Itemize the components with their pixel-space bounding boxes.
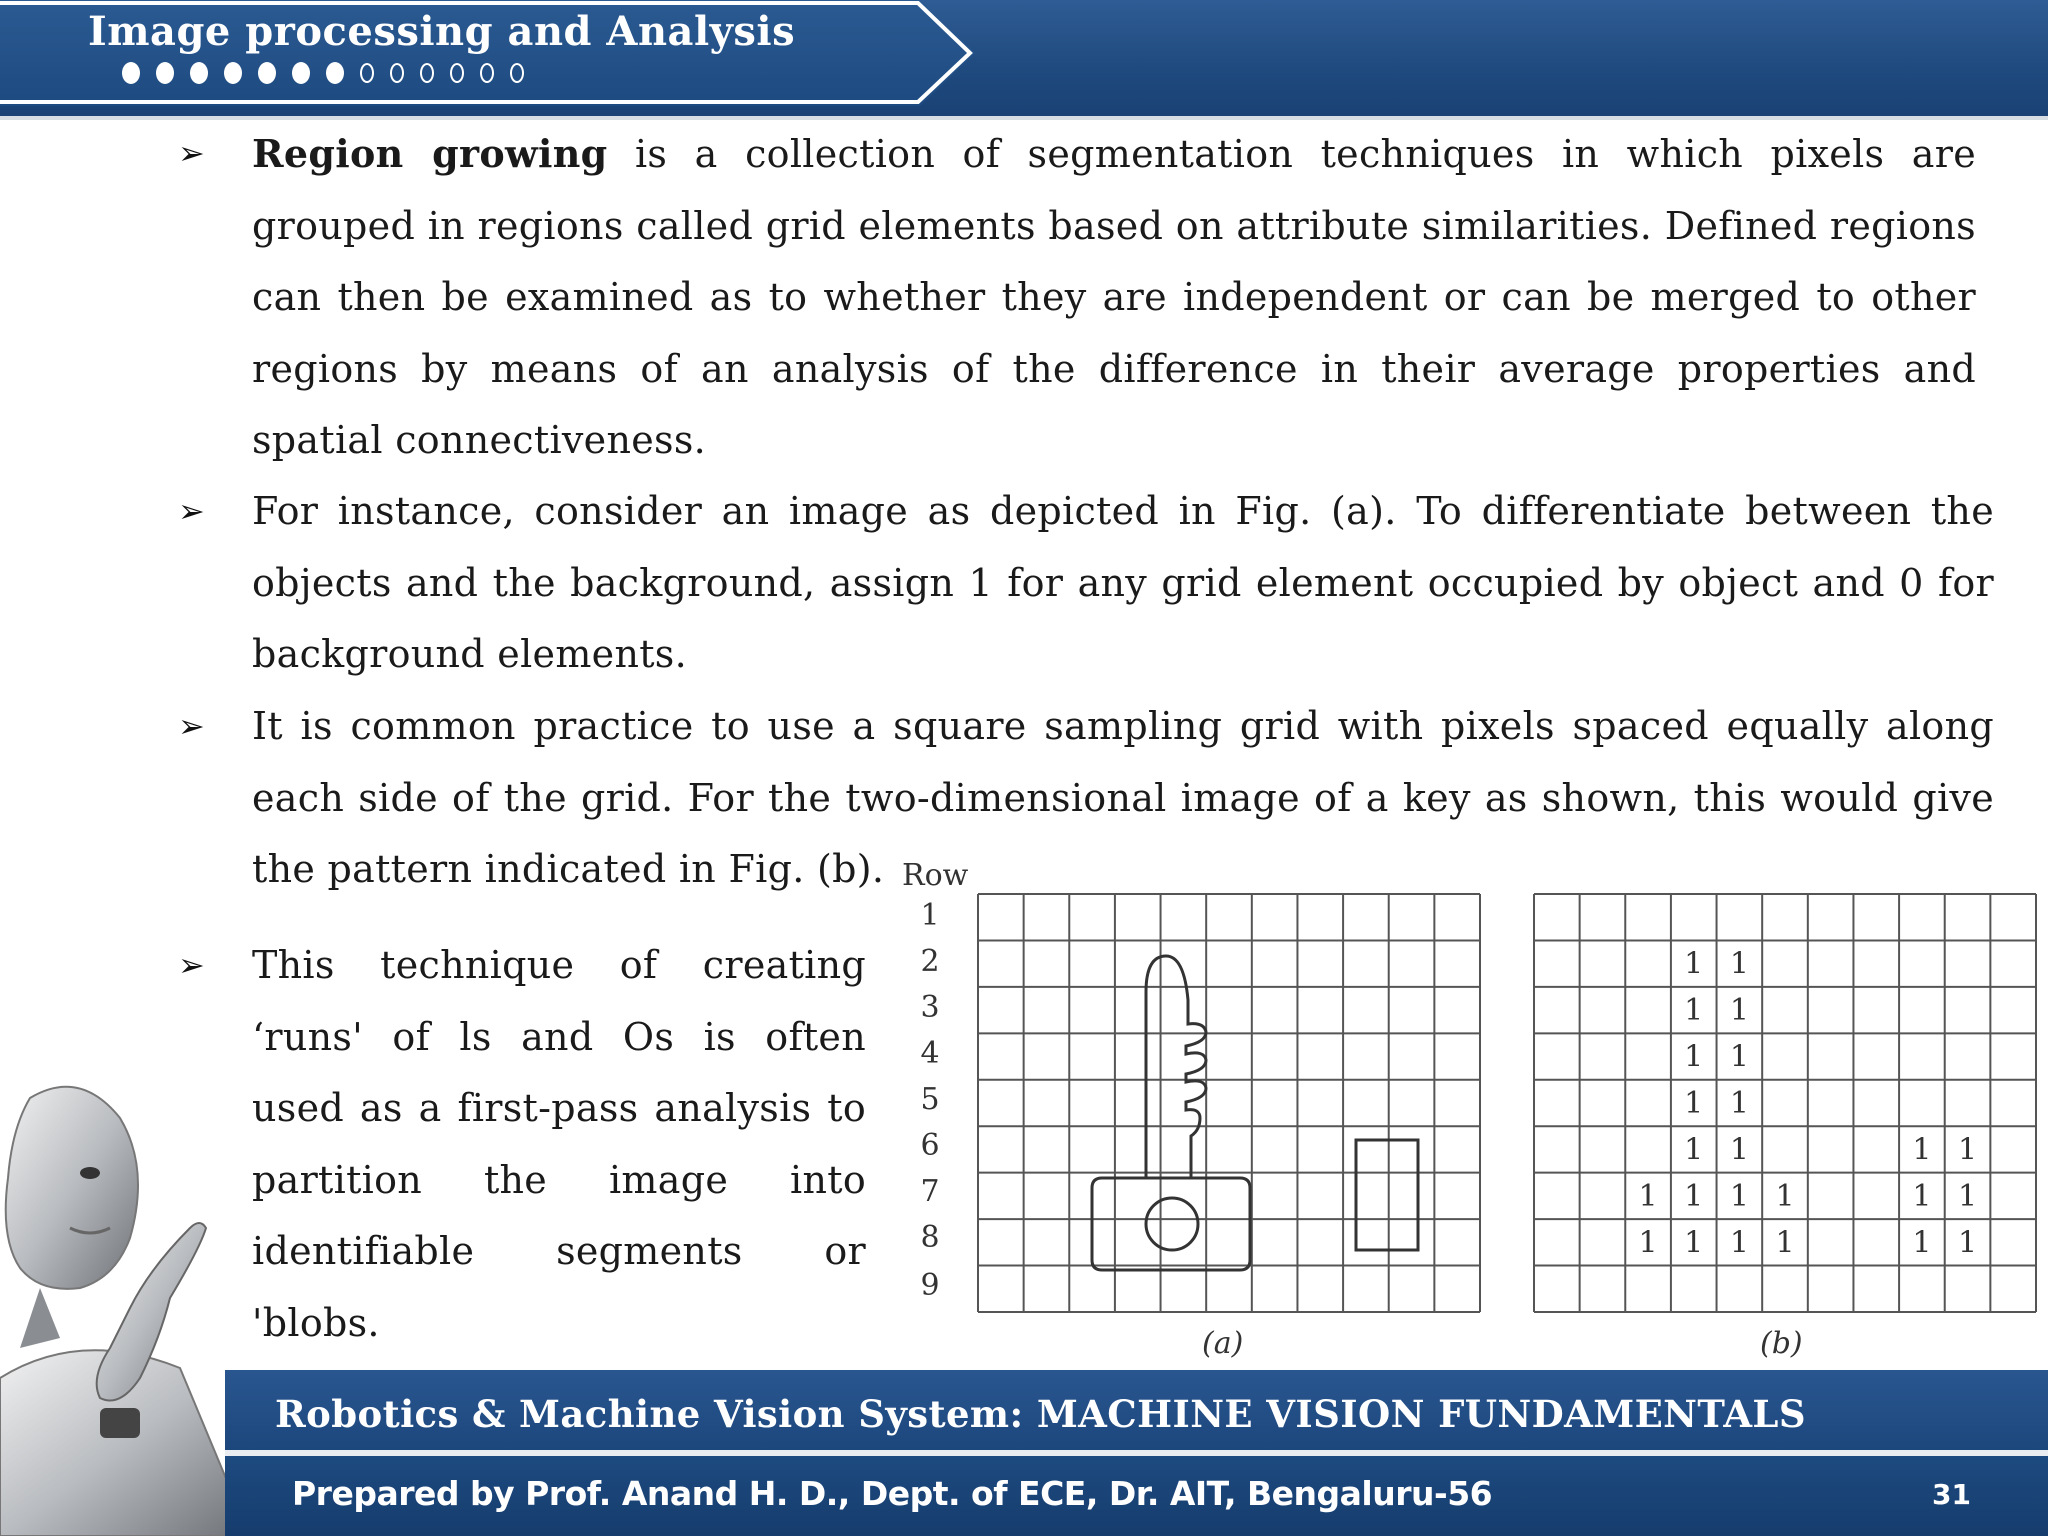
grid-cell-one: 1 bbox=[1684, 1178, 1704, 1214]
row-number: 2 bbox=[920, 944, 940, 979]
grid-cell-one: 1 bbox=[1729, 1132, 1749, 1168]
grid-cell-one: 1 bbox=[1638, 1225, 1658, 1261]
grid-b-binary-pattern bbox=[1532, 892, 2038, 1314]
progress-dot-empty bbox=[450, 63, 464, 83]
paragraph-text: For instance, consider an image as depicted in Fig. (a). To differentiate between the objects and the background, assign 1 for any grid element occupied by object and 0 for background elements. bbox=[252, 489, 1994, 677]
grid-cell-one: 1 bbox=[1775, 1178, 1795, 1214]
row-number: 1 bbox=[920, 898, 940, 933]
grid-cell-one: 1 bbox=[1912, 1225, 1932, 1261]
progress-dot-empty bbox=[510, 63, 524, 83]
paragraph-text: It is common practice to use a square sampling grid with pixels spaced equally along each side of the grid. For the two-dimensional image of a key as shown, this would give the pattern indicated in Fig. (b). bbox=[252, 704, 1994, 892]
row-number: 9 bbox=[920, 1268, 940, 1303]
progress-dot-filled bbox=[122, 62, 140, 84]
paragraph-text: is a collection of segmentation techniques in which pixels are grouped in regions called grid elements based on attribute similarities. Defined regions can then be examined as to whether they are independent or can be merged to other regions by means of an analysis of the difference in their average properties and spatial connectiveness. bbox=[252, 132, 1977, 463]
grid-cell-one: 1 bbox=[1729, 1178, 1749, 1214]
course-title: Robotics & Machine Vision System: MACHINE VISION FUNDAMENTALS bbox=[275, 1392, 1806, 1436]
key-grid-figure bbox=[880, 848, 2040, 1368]
grid-cell-one: 1 bbox=[1912, 1132, 1932, 1168]
bullet-arrow-icon: ➢ bbox=[178, 707, 205, 745]
grid-cell-one: 1 bbox=[1729, 1225, 1749, 1261]
paragraph-region-growing bbox=[252, 118, 1976, 477]
row-axis-label: Row bbox=[902, 858, 969, 893]
grid-cell-one: 1 bbox=[1775, 1225, 1795, 1261]
progress-dot-empty bbox=[420, 63, 434, 83]
progress-dot-empty bbox=[390, 63, 404, 83]
figure-caption-b: (b) bbox=[1760, 1326, 1803, 1361]
grid-cell-one: 1 bbox=[1729, 1086, 1749, 1121]
progress-dot-filled bbox=[258, 62, 276, 84]
grid-cell-one: 1 bbox=[1729, 993, 1749, 1029]
robot-illustration bbox=[0, 1078, 250, 1536]
grid-cell-one: 1 bbox=[1729, 946, 1749, 982]
figure-caption-a: (a) bbox=[1202, 1326, 1244, 1361]
paragraph-runs-technique bbox=[252, 930, 866, 1360]
row-number: 7 bbox=[920, 1174, 940, 1209]
grid-cell-one: 1 bbox=[1684, 1086, 1704, 1121]
grid-cell-one: 1 bbox=[1684, 946, 1704, 982]
bullet-arrow-icon: ➢ bbox=[178, 492, 205, 530]
author-credit: Prepared by Prof. Anand H. D., Dept. of ECE, Dr. AIT, Bengaluru-56 bbox=[292, 1474, 1493, 1513]
grid-cell-one: 1 bbox=[1684, 1225, 1704, 1261]
progress-dots bbox=[122, 62, 524, 84]
progress-dot-filled bbox=[224, 62, 242, 84]
grid-cell-one: 1 bbox=[1957, 1132, 1978, 1168]
progress-dot-filled bbox=[156, 62, 174, 84]
grid-cell-one: 1 bbox=[1957, 1225, 1978, 1261]
progress-dot-filled bbox=[190, 62, 208, 84]
row-number: 5 bbox=[920, 1082, 940, 1117]
bullet-arrow-icon: ➢ bbox=[178, 134, 205, 172]
slide-title: Image processing and Analysis bbox=[88, 8, 796, 55]
grid-cell-one: 1 bbox=[1912, 1178, 1932, 1214]
grid-cell-one: 1 bbox=[1684, 993, 1704, 1029]
progress-dot-filled bbox=[326, 62, 344, 84]
grid-cell-one: 1 bbox=[1957, 1178, 1978, 1214]
paragraph-instance bbox=[252, 476, 1994, 691]
grid-cell-one: 1 bbox=[1684, 1039, 1704, 1075]
term-region-growing: Region growing bbox=[252, 131, 608, 176]
row-number: 3 bbox=[920, 990, 940, 1025]
page-number: 31 bbox=[1932, 1478, 1971, 1511]
rectangle-object bbox=[1356, 1140, 1418, 1250]
row-number: 8 bbox=[920, 1220, 940, 1255]
progress-dot-filled bbox=[292, 62, 310, 84]
grid-cell-one: 1 bbox=[1684, 1132, 1704, 1168]
grid-cell-one: 1 bbox=[1638, 1178, 1658, 1214]
bullet-arrow-icon: ➢ bbox=[178, 946, 205, 984]
row-number: 4 bbox=[920, 1036, 940, 1071]
grid-a-key-image bbox=[976, 892, 1482, 1314]
paragraph-text: This technique of creating ‘runs' of ls and Os is often used as a first-pass analysis to partition the image into identifiable segments or 'blobs. bbox=[252, 943, 866, 1345]
row-number: 6 bbox=[920, 1128, 940, 1163]
grid-cell-one: 1 bbox=[1729, 1039, 1749, 1075]
progress-dot-empty bbox=[480, 63, 494, 83]
progress-dot-empty bbox=[360, 63, 374, 83]
